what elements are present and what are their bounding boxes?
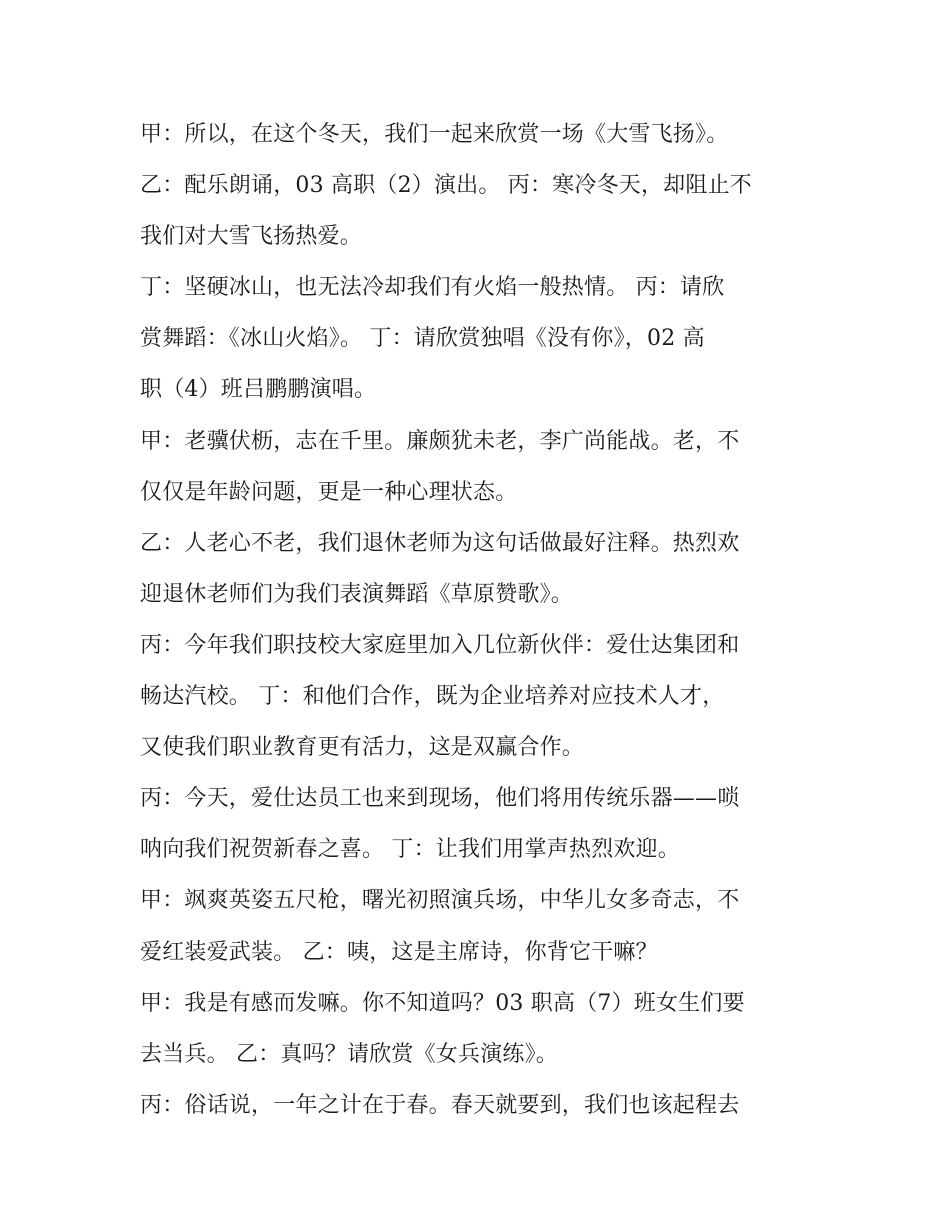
text-line: 甲：老骥伏枥，志在千里。廉颇犹未老，李广尚能战。老，不: [140, 428, 740, 454]
text-line: 甲：我是有感而发嘛。你不知道吗？03 职高（7）班女生们要: [140, 990, 745, 1016]
text-line: 赏舞蹈：《冰山火焰》。 丁：请欣赏独唱《没有你》，02 高: [140, 326, 705, 352]
text-line: 畅达汽校。 丁：和他们合作，既为企业培养对应技术人才，: [140, 684, 725, 710]
text-line: 乙：人老心不老，我们退休老师为这句话做最好注释。热烈欢: [140, 530, 740, 556]
text-line: 迎退休老师们为我们表演舞蹈《草原赞歌》。: [140, 581, 574, 607]
text-line: 丙：俗话说，一年之计在于春。春天就要到，我们也该起程去: [140, 1092, 740, 1118]
text-line: 丁：坚硬冰山，也无法冷却我们有火焰一般热情。 丙：请欣: [140, 275, 725, 301]
text-line: 去当兵。 乙：真吗？请欣赏《女兵演练》。: [140, 1041, 558, 1067]
text-line: 职（4）班吕鹏鹏演唱。: [140, 377, 377, 403]
text-line: 又使我们职业教育更有活力，这是双赢合作。: [140, 735, 585, 761]
text-line: 我们对大雪飞扬热爱。: [140, 224, 363, 250]
text-line: 爱红装爱武装。 乙：咦，这是主席诗，你背它干嘛？: [140, 939, 658, 965]
text-line: 仅仅是年龄问题，更是一种心理状态。: [140, 479, 518, 505]
text-line: 丙：今天，爱仕达员工也来到现场，他们将用传统乐器——唢: [140, 786, 740, 812]
text-line: 甲：所以，在这个冬天，我们一起来欣赏一场《大雪飞扬》。: [140, 122, 729, 147]
text-line: 呐向我们祝贺新春之喜。 丁：让我们用掌声热烈欢迎。: [140, 837, 680, 863]
text-line: 丙：今年我们职技校大家庭里加入几位新伙伴：爱仕达集团和: [140, 632, 740, 658]
script-text-block: [140, 109, 820, 1131]
text-line: 甲：飒爽英姿五尺枪，曙光初照演兵场，中华儿女多奇志，不: [140, 888, 740, 914]
text-line: 乙：配乐朗诵，03 高职（2）演出。 丙：寒冷冬天，却阻止不: [140, 173, 752, 199]
